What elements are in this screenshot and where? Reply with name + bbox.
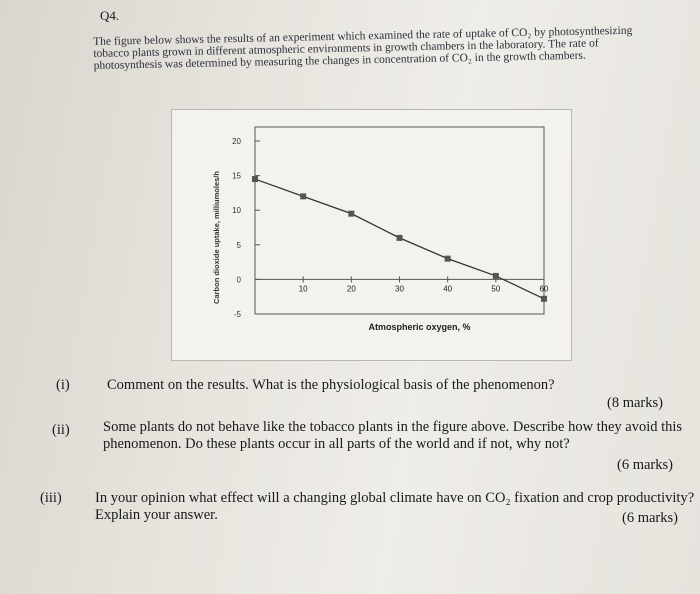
question-i-marks: (8 marks) [607,395,663,411]
x-tick-label: 30 [395,284,404,294]
data-point [445,256,451,262]
question-number: Q4. [100,8,120,23]
question-i-text: Comment on the results. What is the physiological basis of the phenomenon? [107,377,555,393]
data-point [348,211,354,217]
y-axis-label: Carbon dioxide uptake, milliumoles/h [212,171,221,304]
y-tick-label: 15 [232,171,241,181]
y-tick-label: 20 [232,137,241,146]
data-point [300,193,306,199]
question-iii-marks: (6 marks) [622,510,678,526]
question-i-number: (i) [56,377,70,393]
y-tick-label: 0 [236,275,241,285]
y-tick-label: 5 [236,240,241,250]
x-tick-label: 40 [443,284,453,294]
x-tick-label: 60 [539,284,549,294]
y-tick-label: -5 [233,310,241,319]
y-tick-label: 10 [232,206,241,216]
x-tick-label: 20 [346,284,356,294]
question-ii-marks: (6 marks) [617,457,673,473]
question-iii-number: (iii) [40,490,62,506]
data-point [252,176,258,182]
question-ii-number: (ii) [52,422,70,438]
intro-paragraph: The figure below shows the results of an experiment which examined the rate of uptake of CO₂ by photosynthesizing tobacco plants grown in different atmospheric environments in growth chambers in the laboratory. The rate of photosynthesis was determined by measuring the changes in concentration of CO₂ in the growth chambers. [93,24,633,72]
co2-uptake-chart [171,109,572,361]
data-point [541,296,547,302]
data-point [397,235,403,241]
question-iii-text: In your opinion what effect will a changing global climate have on CO₂ fixation and crop productivity? Explain your answer. [95,490,695,523]
x-axis-label: Atmospheric oxygen, % [368,322,471,332]
question-ii-text: Some plants do not behave like the tobacco plants in the figure above. Describe how they avoid this phenomenon. Do these plants occur in all parts of the world and if not, why not? [103,419,683,452]
x-tick-label: 50 [491,284,501,294]
data-point [493,273,499,279]
x-tick-label: 10 [298,284,308,294]
